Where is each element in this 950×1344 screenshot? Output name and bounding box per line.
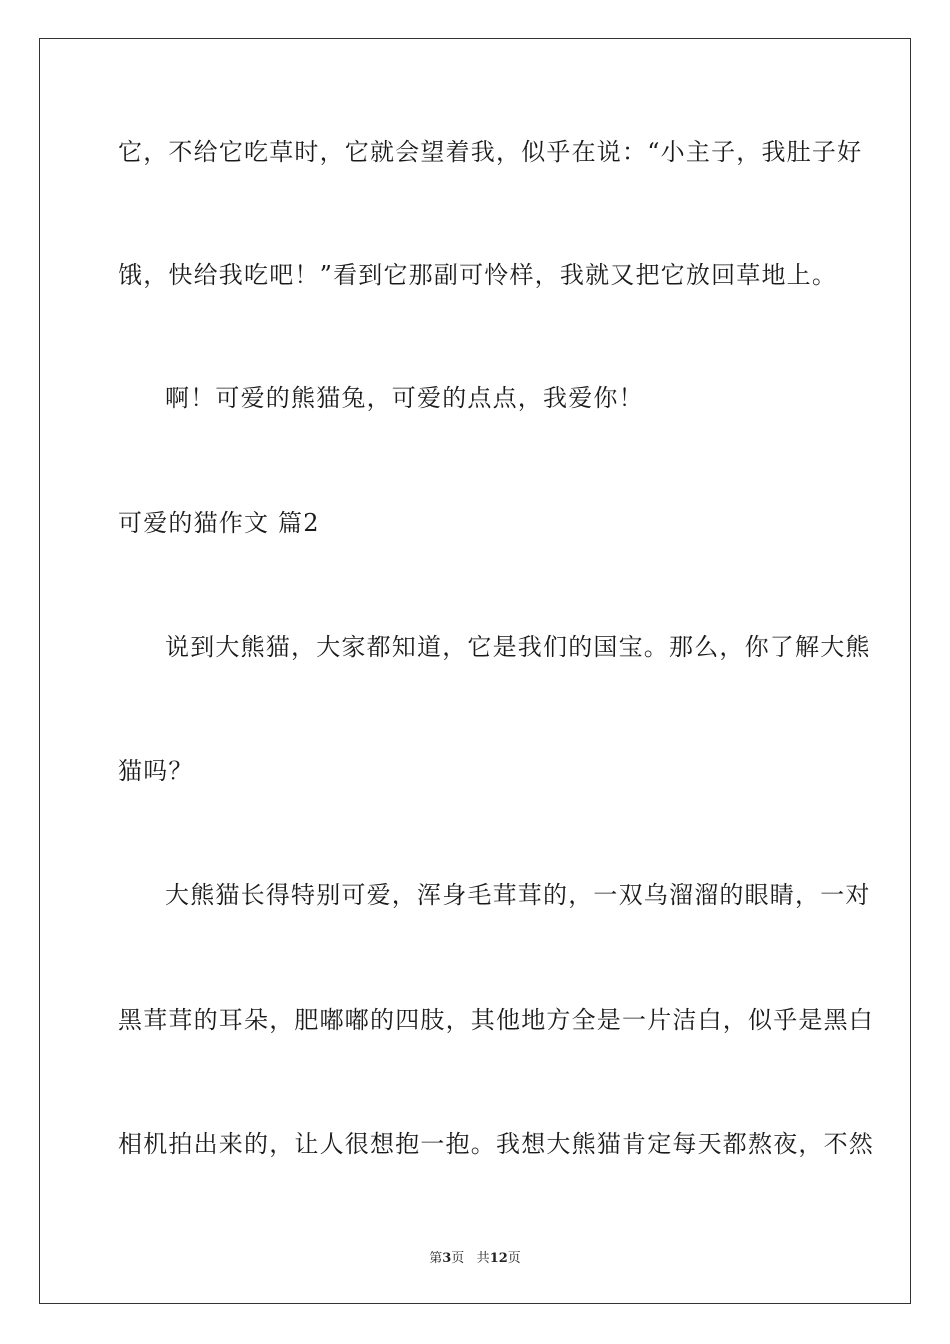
- footer-total-suffix: 页: [507, 1251, 521, 1266]
- body-line-8: 黑茸茸的耳朵，肥嘟嘟的四肢，其他地方全是一片洁白，似乎是黑白: [118, 1006, 874, 1034]
- footer-total-prefix: 共: [476, 1251, 490, 1266]
- body-line-7: 大熊猫长得特别可爱，浑身毛茸茸的，一双乌溜溜的眼睛，一对: [165, 881, 871, 909]
- footer-total-pages: 12: [489, 1251, 508, 1266]
- page-footer: [0, 1247, 950, 1266]
- body-line-9: 相机拍出来的，让人很想抱一抱。我想大熊猫肯定每天都熬夜，不然: [118, 1130, 874, 1158]
- body-line-3: 啊！可爱的熊猫兔，可爱的点点，我爱你！: [165, 384, 644, 412]
- footer-page-number: 3: [442, 1251, 452, 1266]
- body-line-5: 说到大熊猫，大家都知道，它是我们的国宝。那么，你了解大熊: [165, 633, 871, 661]
- body-line-2: 饿，快给我吃吧！”看到它那副可怜样，我就又把它放回草地上。: [118, 261, 838, 289]
- page-border: [39, 38, 911, 1304]
- footer-page-prefix: 第: [429, 1251, 443, 1266]
- body-line-6: 猫吗？: [118, 757, 194, 785]
- body-line-1: 它，不给它吃草时，它就会望着我，似乎在说：“小主子，我肚子好: [118, 138, 863, 166]
- section-heading: 可爱的猫作文 篇2: [118, 509, 320, 537]
- footer-page-suffix: 页: [451, 1251, 465, 1266]
